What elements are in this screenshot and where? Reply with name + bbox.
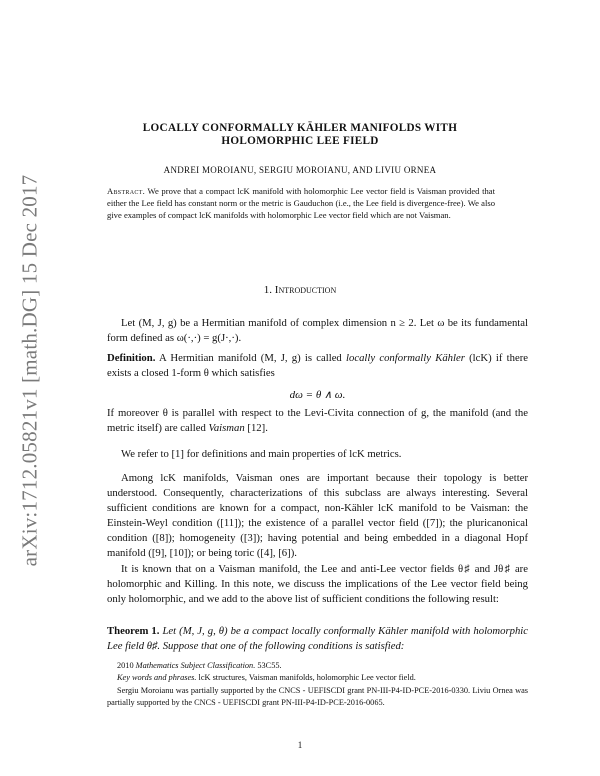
vaisman-text-1: If moreover θ is parallel with respect to the Levi-Civita connection of g, the manifold (and the metric itself) are called [107,407,528,434]
definition-text-2: (lcK) if there exists a closed 1-form θ which satisfies [107,352,529,379]
definition-emphasis: locally conformally Kähler [346,352,465,364]
msc-label: Mathematics Subject Classification. [135,661,256,670]
vaisman-emphasis: Vaisman [208,422,245,434]
definition-label: Definition. [107,352,156,364]
paper-title [60,122,540,148]
paragraph-known: It is known that on a Vaisman manifold, the Lee and anti-Lee vector fields θ♯ and Jθ♯ are holomorphic and Killing. In this note, we discuss the implications of the Lee vector field being only holomorphic, and we add to the above list of sufficient conditions the following result: [107,563,528,605]
paragraph-vaisman [107,406,528,436]
theorem-block [107,624,528,654]
definition-text-1: A Hermitian manifold (M, J, g) is called [159,352,342,364]
title-line-1: LOCALLY CONFORMALLY KÄHLER MANIFOLDS WITH [142,122,458,134]
section-heading [0,284,600,296]
author-list: ANDREI MOROIANU, SERGIU MOROIANU, AND LIVIU ORNEA [163,165,437,175]
keywords-label: Key words and phrases. [117,673,197,682]
arxiv-sidebar [12,170,48,570]
footnote-keywords [107,672,528,684]
definition-block [107,351,528,381]
equation: dω = θ ∧ ω. [289,389,346,401]
vaisman-text-2: [12]. [247,422,268,434]
theorem-label: Theorem 1. [107,625,160,637]
arxiv-identifier: arXiv:1712.05821v1 [math.DG] 15 Dec 2017 [17,174,42,566]
paragraph-intro: Let (M, J, g) be a Hermitian manifold of complex dimension n ≥ 2. Let ω be its fundamental form defined as ω(·,·) = g(J·,·). [107,317,528,344]
abstract-text: We prove that a compact lcK manifold with holomorphic Lee vector field is Vaisman provided that either the Lee field has constant norm or the metric is Gauduchon (i.e., the Lee field is divergence-free). We also give examples of compact lcK manifolds with holomorphic Lee vector field which are not Vaisman. [107,186,495,220]
msc-value: 53C55. [257,661,282,670]
title-line-2: HOLOMORPHIC LEE FIELD [221,135,379,147]
section-number: 1. [263,284,273,296]
abstract [107,185,495,221]
msc-year: 2010 [117,661,134,670]
section-title: Introduction [274,284,337,296]
footnote-msc [107,660,528,672]
abstract-label: Abstract. [107,186,146,196]
theorem-text: Let (M, J, g, θ) be a compact locally conformally Kähler manifold with holomorphic Lee field θ♯. Suppose that one of the following conditions is satisfied: [107,625,529,652]
keywords-value: lcK structures, Vaisman manifolds, holomorphic Lee vector field. [198,673,416,682]
paragraph-refer: We refer to [1] for definitions and main properties of lcK metrics. [121,448,402,460]
footnote-grant: Sergiu Moroianu was partially supported by the CNCS - UEFISCDI grant PN-III-P4-ID-PCE-2016-0330. Liviu Ornea was partially supported by the CNCS - UEFISCDI grant PN-III-P4-ID-PCE-2016-0065. [107,686,528,707]
paragraph-among: Among lcK manifolds, Vaisman ones are important because their topology is better understood. Consequently, characterizations of this subclass are always interesting. Several sufficient conditions are known for a compact, non-Kähler lcK manifold to be Vaisman: the Einstein-Weyl condition ([11]); the existence of a parallel vector field ([7]); the pluricanonical condition ([8]); homogeneity ([3]); having potential and being embedded in a diagonal Hopf manifold ([9], [10]); or being toric ([4], [6]). [107,472,528,559]
page-number: 1 [297,740,303,750]
